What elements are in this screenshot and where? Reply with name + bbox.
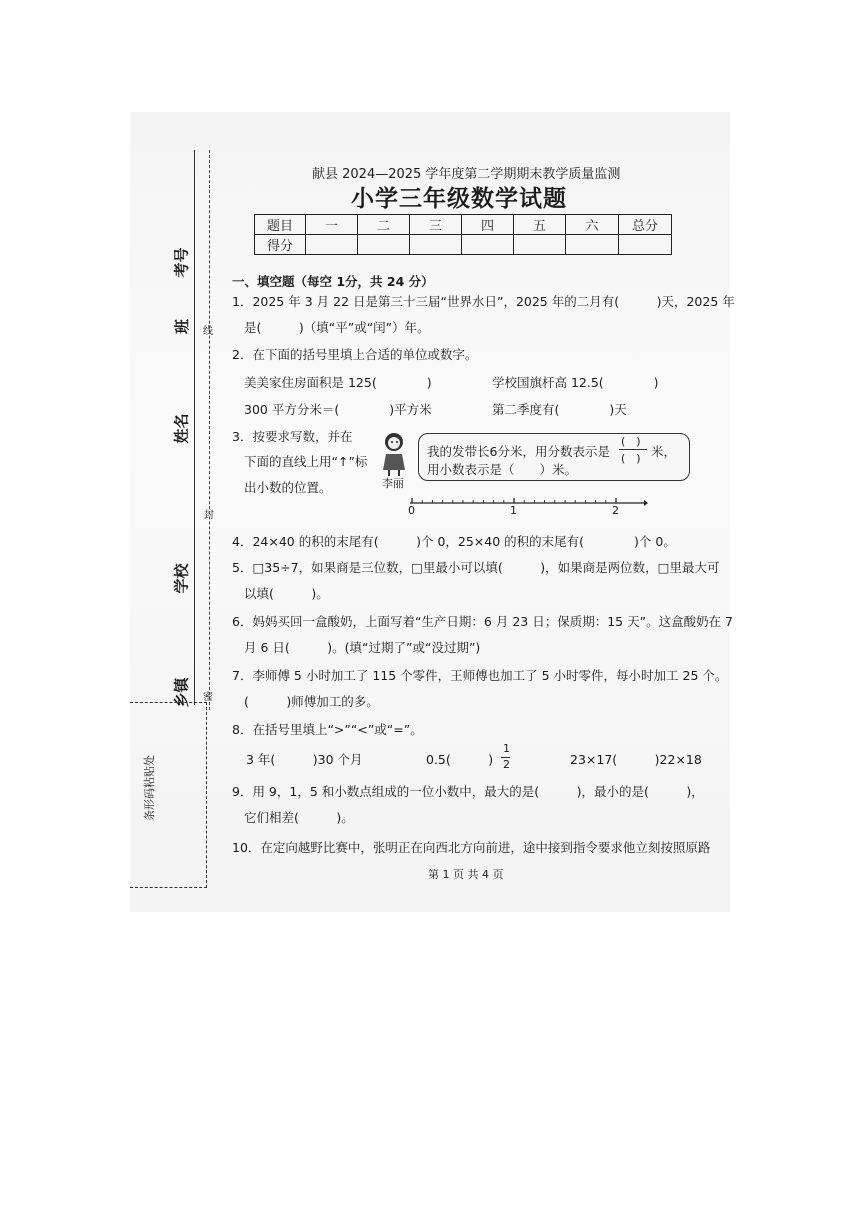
tick-label-0: 0 — [408, 504, 415, 517]
exam-title: 小学三年级数学试题 — [351, 186, 567, 212]
table-cell: 三 — [410, 215, 462, 235]
score-cell[interactable] — [619, 235, 672, 255]
seal-text-feng: 封 — [204, 510, 214, 521]
question-2d: 第二季度有( )天 — [492, 402, 627, 417]
fraction-denominator: ( ) — [621, 452, 641, 465]
name-label: 姓名 — [172, 413, 191, 444]
table-cell: 四 — [462, 215, 514, 235]
question-7-line2: ( )师傅加工的多。 — [244, 694, 379, 709]
table-cell: 五 — [514, 215, 566, 235]
page-footer: 第 1 页 共 4 页 — [428, 868, 504, 881]
score-table-header-row — [255, 215, 672, 235]
question-5-line2: 以填( )。 — [244, 586, 329, 601]
question-10: 10．在定向越野比赛中，张明正在向西北方向前进，途中接到指令要求他立刻按照原路 — [232, 840, 711, 855]
score-cell[interactable] — [462, 235, 514, 255]
question-2: 2．在下面的括号里填上合适的单位或数字。 — [232, 347, 478, 362]
school-label: 学校 — [172, 563, 191, 594]
question-9-line2: 它们相差( )。 — [244, 810, 354, 825]
score-cell[interactable] — [410, 235, 462, 255]
question-3-line1: 3．按要求写数，并在 — [232, 429, 353, 444]
score-cell[interactable] — [358, 235, 410, 255]
question-3-line2: 下面的直线上用“↑”标 — [244, 454, 368, 469]
speech-bubble — [418, 433, 690, 481]
question-5-line1: 5．□35÷7，如果商是三位数，□里最小可以填( )，如果商是两位数，□里最大可 — [232, 560, 720, 575]
question-9-line1: 9．用 9，1，5 和小数点组成的一位小数中，最大的是( )，最小的是( )， — [232, 784, 704, 799]
score-table-score-row — [255, 235, 672, 255]
question-8: 8．在括号里填上“>”“<”或“=”。 — [232, 722, 423, 737]
table-cell: 总分 — [619, 215, 672, 235]
tick-label-1: 1 — [510, 504, 517, 517]
score-cell[interactable] — [566, 235, 619, 255]
question-1-line2: 是( )（填“平”或“闰”）年。 — [244, 320, 430, 335]
question-6-line1: 6．妈妈买回一盒酸奶，上面写着“生产日期：6 月 23 日；保质期：15 天”。这盒酸奶在 7 — [232, 614, 733, 629]
fraction-numerator: ( ) — [621, 435, 641, 448]
girl-illustration-icon — [372, 430, 416, 476]
seal-text-mi: 密 — [203, 692, 213, 703]
seal-dashed-line — [209, 150, 210, 710]
question-2c: 300 平方分米＝( )平方米 — [244, 402, 432, 417]
seal-text-xian: 线 — [203, 326, 213, 337]
binding-line — [194, 150, 195, 705]
bubble-line1: 我的发带长6分米，用分数表示是 — [427, 444, 610, 459]
township-label: 乡镇 — [172, 677, 191, 708]
question-2a: 美美家住房面积是 125( ) — [244, 375, 432, 390]
table-cell: 二 — [358, 215, 410, 235]
exam-subtitle: 献县 2024—2025 学年度第二学期期末教学质量监测 — [312, 167, 621, 182]
question-7-line1: 7．李师傅 5 小时加工了 115 个零件，王师傅也加工了 5 小时零件，每小时加工 25 个。 — [232, 668, 728, 683]
table-cell: 一 — [306, 215, 358, 235]
fraction-half-numerator: 1 — [503, 742, 510, 755]
score-cell[interactable] — [306, 235, 358, 255]
table-cell: 得分 — [255, 235, 306, 255]
class-label: 班 — [173, 318, 192, 335]
score-table — [254, 214, 672, 255]
girl-name: 李丽 — [382, 477, 404, 490]
exam-number-label: 考号 — [172, 247, 191, 278]
table-cell: 六 — [566, 215, 619, 235]
bubble-line1-end: 米， — [651, 444, 677, 459]
table-cell: 题目 — [255, 215, 306, 235]
question-3-line3: 出小数的位置。 — [244, 480, 332, 495]
barcode-label: 条形码粘贴处 — [143, 755, 156, 821]
bubble-line2: 用小数表示是（ ）米。 — [427, 462, 578, 477]
score-cell[interactable] — [514, 235, 566, 255]
question-4: 4．24×40 的积的末尾有( )个 0，25×40 的积的末尾有( )个 0。 — [232, 534, 676, 549]
question-1-line1: 1．2025 年 3 月 22 日是第三十三届“世界水日”，2025 年的二月有( )天，2025 年 — [232, 294, 735, 309]
section-title: 一、填空题（每空 1分，共 24 分） — [232, 274, 434, 289]
tick-label-2: 2 — [612, 504, 619, 517]
question-8a: 3 年( )30 个月 — [246, 752, 363, 767]
question-6-line2: 月 6 日( )。(填“过期了”或“没过期”) — [244, 640, 481, 655]
fraction-half-denominator: 2 — [503, 758, 510, 771]
question-8b: 0.5( ) — [426, 752, 494, 767]
question-8c: 23×17( )22×18 — [570, 752, 702, 767]
question-2b: 学校国旗杆高 12.5( ) — [492, 375, 659, 390]
